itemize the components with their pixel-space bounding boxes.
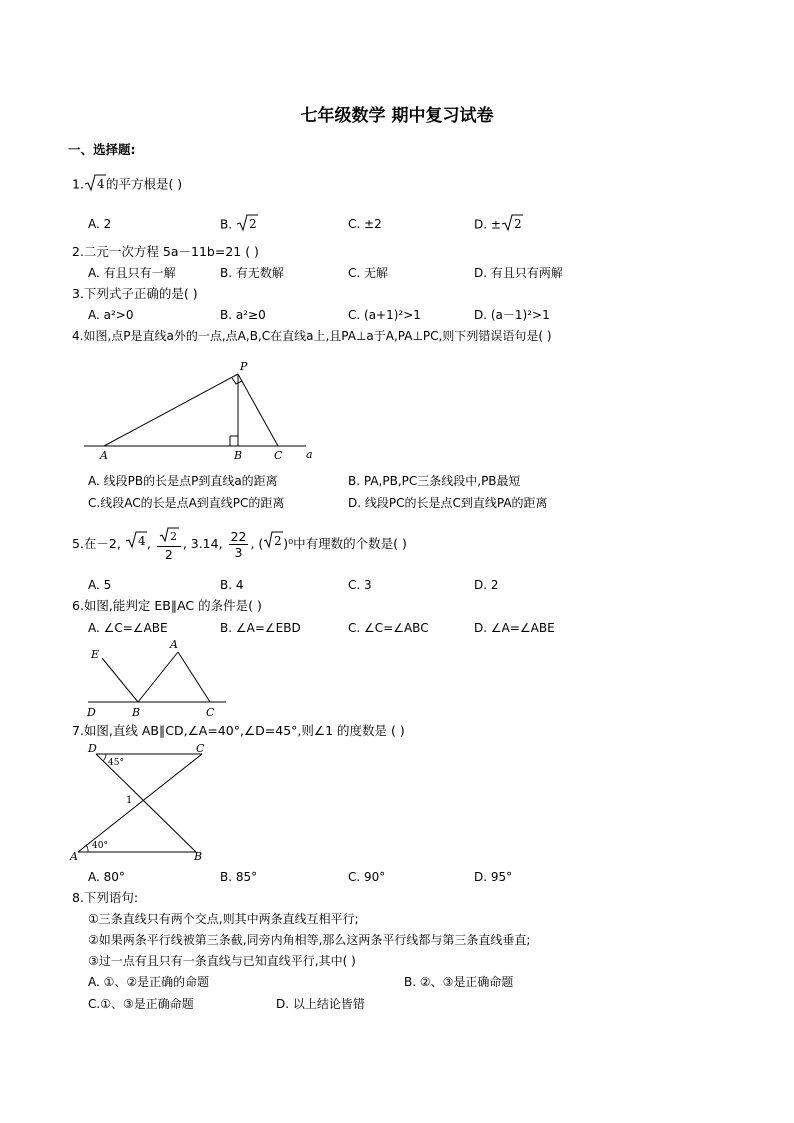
q4-label-c: C <box>274 449 283 462</box>
q7-option-d[interactable]: D. 95° <box>474 870 513 884</box>
q3-option-b[interactable]: B. a²≥0 <box>220 308 266 322</box>
q5-stem-mid: , 3.14, <box>182 536 223 551</box>
q1-option-d-radicand: 2 <box>513 217 522 231</box>
q6-label-b: B <box>132 706 141 719</box>
q6-option-d[interactable]: D. ∠A=∠ABE <box>474 621 555 635</box>
q7-option-b[interactable]: B. 85° <box>220 870 258 884</box>
q5-sqrt-2 <box>263 525 283 565</box>
q5-sqrt-4 <box>125 525 147 565</box>
q6-label-a: A <box>170 638 178 651</box>
q7-label-45deg: 45° <box>108 758 124 768</box>
q4-label-line-a: a <box>306 448 313 461</box>
q6-segment-ba <box>138 652 178 702</box>
q1-radicand: 4 <box>96 177 105 191</box>
q8-statement-3: ③过一点有且只有一条直线与已知直线平行,其中( ) <box>88 954 356 968</box>
q5-fraction-sqrt2-over-2 <box>157 527 181 562</box>
q5-fraction-2-numerator: 22 <box>230 529 247 544</box>
q5-comma-2: , ( <box>250 536 264 551</box>
q5-fraction-1-radicand: 2 <box>169 530 177 543</box>
q7-label-b: B <box>194 850 203 863</box>
q3-option-a[interactable]: A. a²>0 <box>88 308 134 322</box>
q5-fraction-1-numerator <box>157 527 181 547</box>
q6-label-e: E <box>91 648 100 661</box>
q4-figure <box>80 358 320 464</box>
q4-option-c[interactable]: C.线段AC的长是点A到直线PC的距离 <box>88 496 285 510</box>
q4-label-a: A <box>100 449 108 462</box>
q8-option-b[interactable]: B. ②、③是正确命题 <box>404 975 514 989</box>
q1-option-a[interactable]: A. 2 <box>88 217 112 231</box>
q5-option-c[interactable]: C. 3 <box>348 578 372 592</box>
q8-stem: 8.下列语句: <box>72 890 139 905</box>
q6-option-a[interactable]: A. ∠C=∠ABE <box>88 621 168 635</box>
q5-stem-end: )⁰中有理数的个数是( ) <box>283 536 407 551</box>
q7-label-d: D <box>88 742 97 755</box>
q8-option-c[interactable]: C.①、③是正确命题 <box>88 997 194 1011</box>
q7-option-a[interactable]: A. 80° <box>88 870 125 884</box>
q8-option-a[interactable]: A. ①、②是正确的命题 <box>88 975 210 989</box>
q7-segment-ca <box>78 754 202 852</box>
q7-label-c: C <box>196 742 205 755</box>
q4-segment-pc <box>238 374 278 446</box>
q7-stem: 7.如图,直线 AB∥CD,∠A=40°,∠D=45°,则∠1 的度数是 ( ) <box>72 723 405 738</box>
q1-stem-text: 的平方根是( ) <box>105 176 183 192</box>
q4-label-b: B <box>234 449 243 462</box>
q5-stem-start: 5.在－2, <box>72 536 121 551</box>
q1-option-b-radicand: 2 <box>248 217 257 231</box>
q4-option-b[interactable]: B. PA,PB,PC三条线段中,PB最短 <box>348 474 521 488</box>
q1-option-b-sqrt <box>236 214 258 236</box>
q6-option-c[interactable]: C. ∠C=∠ABC <box>348 621 429 635</box>
q6-segment-eb <box>102 658 138 702</box>
q2-option-b[interactable]: B. 有无数解 <box>220 266 284 280</box>
q6-segment-ac <box>178 652 210 702</box>
q6-stem: 6.如图,能判定 EB∥AC 的条件是( ) <box>72 598 262 613</box>
q5-stem <box>72 524 407 565</box>
q7-angle-d-arc <box>103 754 106 761</box>
q3-option-c[interactable]: C. (a+1)²>1 <box>348 308 421 322</box>
q7-label-a: A <box>70 850 78 863</box>
q1-number: 1. <box>72 176 84 192</box>
section-heading: 一、选择题: <box>68 142 136 157</box>
q5-sqrt-4-radicand: 4 <box>137 533 146 548</box>
q5-fraction-2-denominator: 3 <box>234 545 243 560</box>
q5-sqrt-2-radicand: 2 <box>274 533 282 548</box>
q5-fraction-22-over-3 <box>229 529 249 560</box>
q8-statement-2: ②如果两条平行线被第三条截,同旁内角相等,那么这两条平行线都与第三条直线垂直; <box>88 933 531 947</box>
q7-segment-db <box>96 754 196 852</box>
q1-option-d-prefix: D. ± <box>474 217 501 232</box>
q4-label-p: P <box>240 360 248 373</box>
q6-label-d: D <box>87 706 96 719</box>
q8-statement-1: ①三条直线只有两个交点,则其中两条直线互相平行; <box>88 912 359 926</box>
q1-option-d-sqrt <box>501 214 523 236</box>
q4-segment-ap <box>104 374 238 446</box>
q1-stem <box>72 174 182 196</box>
q2-option-c[interactable]: C. 无解 <box>348 266 389 280</box>
q6-option-b[interactable]: B. ∠A=∠EBD <box>220 621 301 635</box>
q5-fraction-1-denominator: 2 <box>164 547 173 562</box>
q6-figure <box>82 636 232 720</box>
q5-option-d[interactable]: D. 2 <box>474 578 499 592</box>
q7-label-40deg: 40° <box>92 841 108 851</box>
q5-option-b[interactable]: B. 4 <box>220 578 244 592</box>
q6-label-c: C <box>206 706 215 719</box>
q8-option-d[interactable]: D. 以上结论皆错 <box>276 997 365 1011</box>
q2-option-d[interactable]: D. 有且只有两解 <box>474 266 563 280</box>
q1-option-c[interactable]: C. ±2 <box>348 217 382 231</box>
q3-option-d[interactable]: D. (a－1)²>1 <box>474 308 550 322</box>
q1-option-b[interactable] <box>220 214 258 236</box>
q3-stem: 3.下列式子正确的是( ) <box>72 286 198 301</box>
q5-option-a[interactable]: A. 5 <box>88 578 112 592</box>
q7-label-angle-1: 1 <box>126 795 133 806</box>
q2-stem: 2.二元一次方程 5a－11b=21 ( ) <box>72 244 259 259</box>
q4-option-d[interactable]: D. 线段PC的长是点C到直线PA的距离 <box>348 496 548 510</box>
q7-angle-a-arc <box>86 845 88 852</box>
q2-option-a[interactable]: A. 有且只有一解 <box>88 266 176 280</box>
page-title: 七年级数学 期中复习试卷 <box>300 106 494 126</box>
q7-figure <box>68 740 218 866</box>
q4-stem: 4.如图,点P是直线a外的一点,点A,B,C在直线a上,且PA⊥a于A,PA⊥PC,则下列错误语句是( ) <box>72 329 552 343</box>
q1-sqrt-symbol <box>84 174 106 196</box>
q1-option-d[interactable] <box>474 214 523 236</box>
q5-comma-1: , <box>146 536 151 551</box>
q1-option-b-prefix: B. <box>220 217 233 232</box>
q4-option-a[interactable]: A. 线段PB的长是点P到直线a的距离 <box>88 474 278 488</box>
q7-option-c[interactable]: C. 90° <box>348 870 386 884</box>
